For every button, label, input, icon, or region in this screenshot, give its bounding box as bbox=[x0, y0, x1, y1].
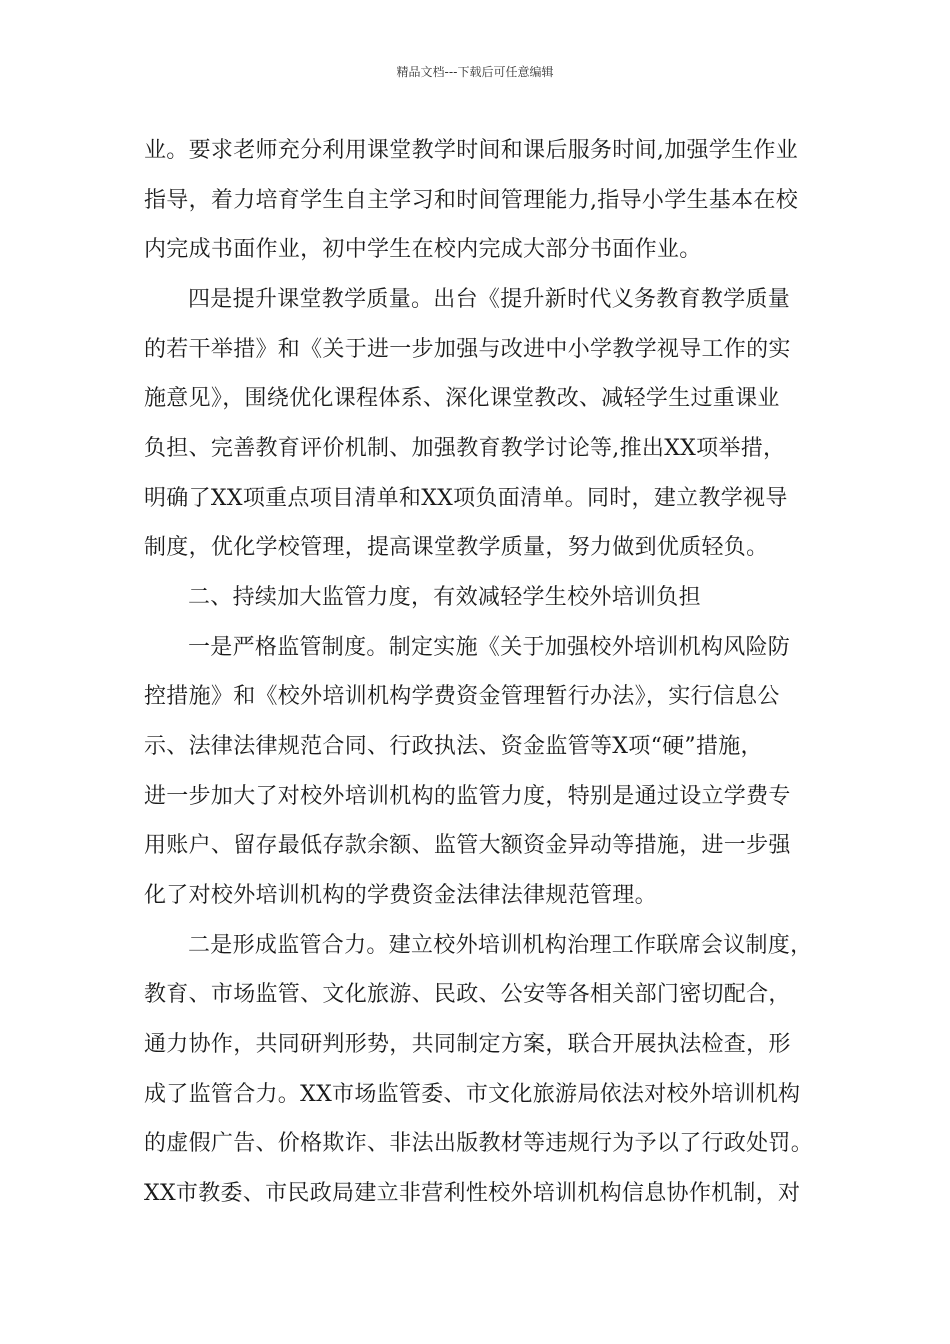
text-line: 通力协作，共同研判形势，共同制定方案，联合开展执法检查，形 bbox=[144, 1032, 791, 1057]
text-line: 负担、完善教育评价机制、加强教育教学讨论等,推出XX项举措， bbox=[144, 436, 786, 461]
text-line: 用账户、留存最低存款余额、监管大额资金异动等措施，进一步强 bbox=[144, 833, 791, 858]
text-line: 的若干举措》和《关于进一步加强与改进中小学教学视导工作的实 bbox=[144, 337, 791, 362]
text-line: 明确了XX项重点项目清单和XX项负面清单。同时，建立教学视导 bbox=[144, 486, 788, 511]
page-header: 精品文档---下载后可任意编辑 bbox=[396, 65, 554, 79]
text-line: 教育、市场监管、文化旅游、民政、公安等各相关部门密切配合， bbox=[144, 982, 791, 1007]
text-line: XX市教委、市民政局建立非营利性校外培训机构信息协作机制，对 bbox=[144, 1181, 801, 1206]
text-line: 指导，着力培育学生自主学习和时间管理能力,指导小学生基本在校 bbox=[144, 188, 798, 213]
paragraph-start-line: 一是严格监管制度。制定实施《关于加强校外培训机构风险防 bbox=[188, 635, 791, 660]
paragraph-start-line: 二是形成监管合力。建立校外培训机构治理工作联席会议制度， bbox=[188, 933, 813, 958]
text-line: 控措施》和《校外培训机构学费资金管理暂行办法》，实行信息公 bbox=[144, 684, 780, 709]
text-line: 内完成书面作业，初中学生在校内完成大部分书面作业。 bbox=[144, 237, 702, 262]
text-line: 制度，优化学校管理，提高课堂教学质量，努力做到优质轻负。 bbox=[144, 535, 769, 560]
text-line: 成了监管合力。XX市场监管委、市文化旅游局依法对校外培训机构 bbox=[144, 1082, 801, 1107]
paragraph-start-line: 四是提升课堂教学质量。出台《提升新时代义务教育教学质量 bbox=[188, 287, 791, 312]
text-line: 的虚假广告、价格欺诈、非法出版教材等违规行为予以了行政处罚。 bbox=[144, 1131, 814, 1156]
text-line: 示、法律法律规范合同、行政执法、资金监管等X项“硬”措施， bbox=[144, 734, 763, 759]
text-line: 施意见》，围绕优化课程体系、深化课堂教改、减轻学生过重课业 bbox=[144, 386, 780, 411]
text-line: 进一步加大了对校外培训机构的监管力度，特别是通过设立学费专 bbox=[144, 784, 791, 809]
section-heading: 二、持续加大监管力度，有效减轻学生校外培训负担 bbox=[188, 585, 701, 610]
text-line: 化了对校外培训机构的学费资金法律法律规范管理。 bbox=[144, 883, 657, 908]
text-line: 业。要求老师充分利用课堂教学时间和课后服务时间,加强学生作业 bbox=[144, 138, 798, 163]
